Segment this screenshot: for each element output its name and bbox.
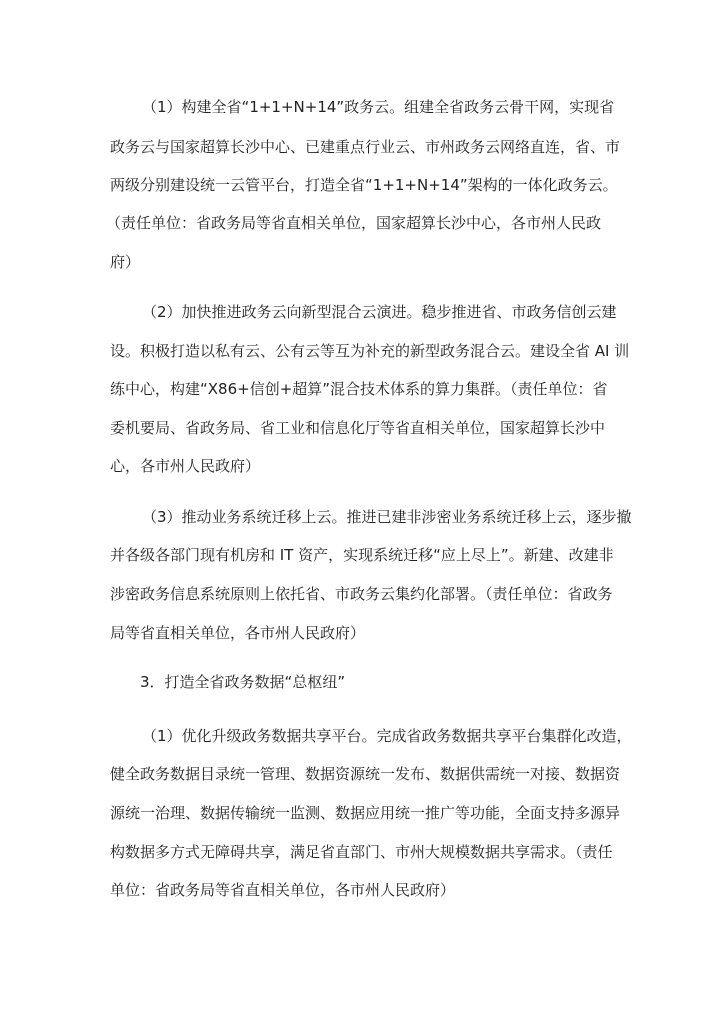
- item-3-1-line-2: 健全政务数据目录统一管理、数据资源统一发布、数据供需统一对接、数据资: [110, 765, 621, 783]
- item-1-line-1: （1）构建全省“1+1+N+14”政务云。组建全省政务云骨干网，实现省: [142, 98, 615, 116]
- item-3-1-line-4: 构数据多方式无障碍共享，满足省直部门、市州大规模数据共享需求。（责任: [110, 843, 613, 861]
- item-2-line-4: 委机要局、省政务局、省工业和信息化厅等省直相关单位，国家超算长沙中: [110, 419, 606, 437]
- item-3-1-line-3: 源统一治理、数据传输统一监测、数据应用统一推广等功能，全面支持多源异: [110, 804, 621, 822]
- item-2-line-2: 设。积极打造以私有云、公有云等互为补充的新型政务混合云。建设全省 AI 训: [110, 342, 630, 360]
- item-1-line-4: （责任单位：省政务局等省直相关单位，国家超算长沙中心，各市州人民政: [106, 214, 602, 232]
- item-3-line-1: （3）推动业务系统迁移上云。推进已建非涉密业务系统迁移上云，逐步撤: [142, 508, 632, 526]
- item-2-line-3: 练中心，构建“X86+信创+超算”混合技术体系的算力集群。（责任单位：省: [110, 380, 608, 398]
- item-1-line-2: 政务云与国家超算长沙中心、已建重点行业云、市州政务云网络直连，省、市: [110, 138, 621, 156]
- item-1-line-5: 府）: [110, 253, 141, 271]
- item-3-line-4: 局等省直相关单位，各市州人民政府）: [110, 624, 366, 642]
- item-3-line-2: 并各级各部门现有机房和 IT 资产，实现系统迁移“应上尽上”。新建、改建非: [110, 546, 614, 564]
- section-heading: 3．打造全省政务数据“总枢纽”: [140, 673, 346, 691]
- item-2-line-1: （2）加快推进政务云向新型混合云演进。稳步推进省、市政务信创云建: [142, 303, 617, 321]
- item-3-line-3: 涉密政务信息系统原则上依托省、市政务云集约化部署。（责任单位：省政务: [110, 585, 613, 603]
- item-3-1-line-1: （1）优化升级政务数据共享平台。完成省政务数据共享平台集群化改造，: [142, 727, 632, 745]
- item-3-1-line-5: 单位：省政务局等省直相关单位，各市州人民政府）: [110, 881, 456, 899]
- item-2-line-5: 心，各市州人民政府）: [110, 457, 261, 475]
- item-1-line-3: 两级分别建设统一云管平台，打造全省“1+1+N+14”架构的一体化政务云。: [110, 176, 618, 194]
